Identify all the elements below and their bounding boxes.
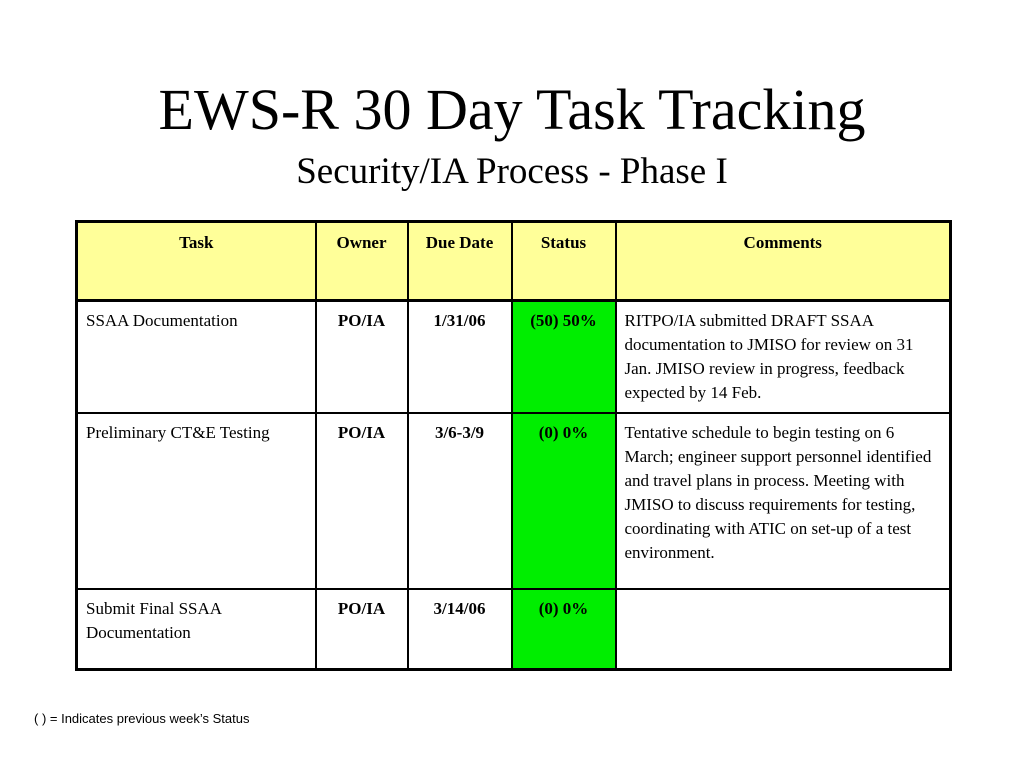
table-header-row: [77, 222, 951, 301]
task-cell: Submit Final SSAA Documentation: [77, 589, 316, 670]
status-cell: (0) 0%: [512, 413, 616, 589]
comments-cell: Tentative schedule to begin testing on 6 March; engineer support personnel identified and travel plans in process. Meeting with JMISO to discuss requirements for testing, coordinating with ATIC on set-up of a test environment.: [616, 413, 951, 589]
comments-cell: [616, 589, 951, 670]
header-comments: Comments: [616, 222, 951, 301]
due-date-cell: 3/14/06: [408, 589, 512, 670]
header-task: Task: [77, 222, 316, 301]
due-date-cell: 1/31/06: [408, 301, 512, 414]
due-date-cell: 3/6-3/9: [408, 413, 512, 589]
owner-cell: PO/IA: [316, 301, 408, 414]
owner-cell: PO/IA: [316, 589, 408, 670]
header-status: Status: [512, 222, 616, 301]
header-owner: Owner: [316, 222, 408, 301]
comments-cell: RITPO/IA submitted DRAFT SSAA documentation to JMISO for review on 31 Jan. JMISO review in progress, feedback expected by 14 Feb.: [616, 301, 951, 414]
task-cell: SSAA Documentation: [77, 301, 316, 414]
owner-cell: PO/IA: [316, 413, 408, 589]
task-tracking-table: [75, 220, 952, 671]
status-footnote: ( ) = Indicates previous week’s Status: [34, 711, 250, 726]
slide-subtitle: Security/IA Process - Phase I: [296, 151, 728, 192]
task-cell: Preliminary CT&E Testing: [77, 413, 316, 589]
table-row: [77, 589, 951, 670]
slide-title: EWS-R 30 Day Task Tracking: [158, 77, 866, 142]
table-row: [77, 301, 951, 414]
status-cell: (0) 0%: [512, 589, 616, 670]
header-due-date: Due Date: [408, 222, 512, 301]
table-row: [77, 413, 951, 589]
status-cell: (50) 50%: [512, 301, 616, 414]
